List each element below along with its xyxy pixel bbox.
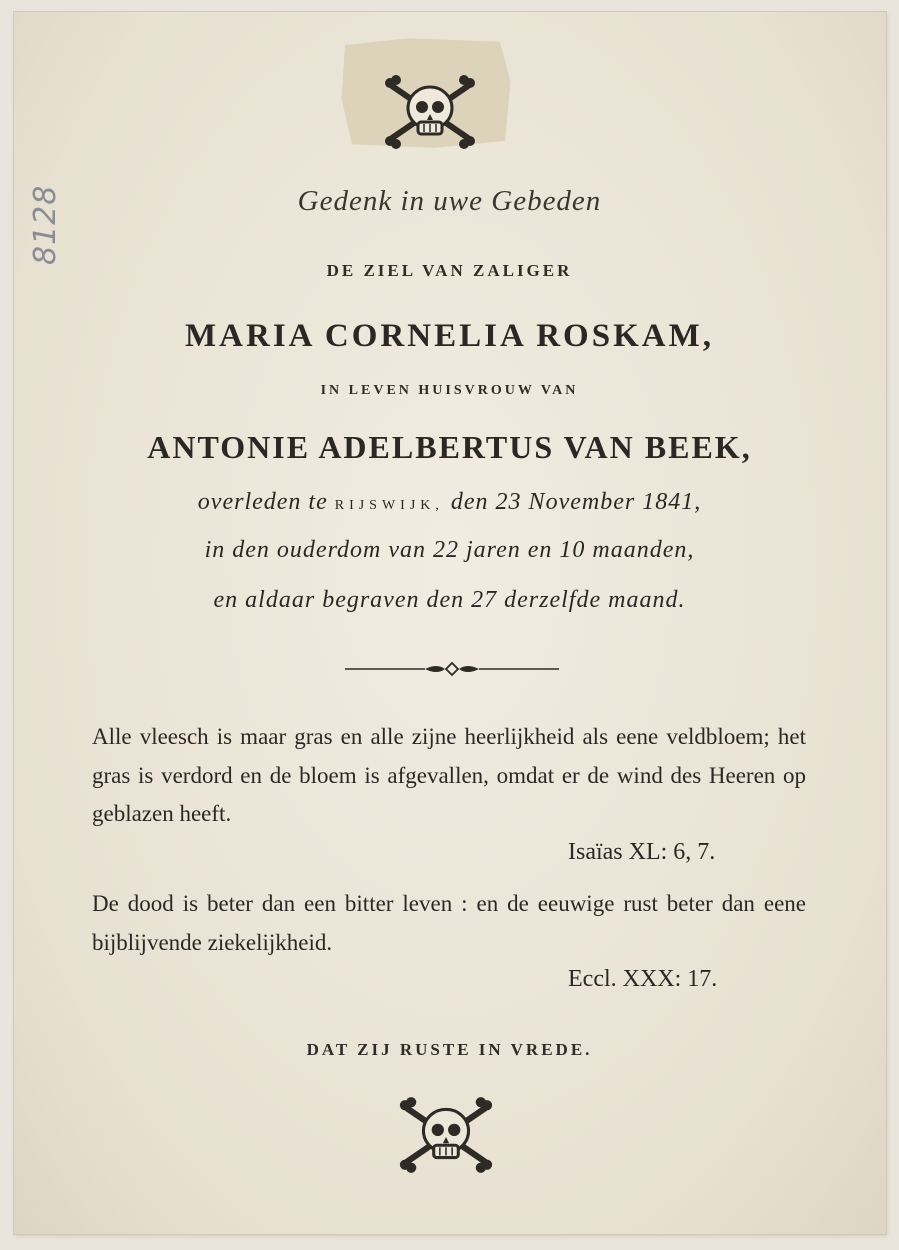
soul-line: DE ZIEL VAN ZALIGER bbox=[326, 261, 573, 280]
spouse-name: ANTONIE ADELBERTUS VAN BEEK, bbox=[147, 429, 752, 465]
verse-2: De dood is beter dan een bitter leven : en de eeuwige rust beter dan eene bijblijvende ziekelijkheid. bbox=[92, 891, 806, 955]
ornament-divider bbox=[345, 660, 559, 678]
relation-line: IN LEVEN HUISVROUW VAN bbox=[320, 383, 579, 398]
deceased-name: MARIA CORNELIA ROSKAM, bbox=[185, 318, 714, 354]
handwritten-note: 8128 bbox=[28, 184, 63, 265]
closing-line: DAT ZIJ RUSTE IN VREDE. bbox=[306, 1040, 593, 1059]
death-line bbox=[0, 489, 899, 516]
heading-italic: Gedenk in uwe Gebeden bbox=[297, 185, 602, 217]
verse-2-reference: Eccl. XXX: 17. bbox=[568, 966, 718, 992]
skull-crossbones-icon bbox=[392, 1094, 500, 1176]
death-date: den 23 November 1841, bbox=[450, 489, 702, 515]
death-prefix: overleden te bbox=[197, 489, 328, 515]
verse-1: Alle vleesch is maar gras en alle zijne heerlijkheid als eene veldbloem; het gras is verdord en de bloem is afgevallen, omdat er de wind des Heeren op geblazen heeft. bbox=[92, 724, 806, 826]
skull-crossbones-icon bbox=[378, 72, 482, 152]
death-place: RIJSWIJK, bbox=[334, 498, 444, 513]
age-line: in den ouderdom van 22 jaren en 10 maanden, bbox=[204, 537, 695, 563]
burial-line: en aldaar begraven den 27 derzelfde maand. bbox=[213, 587, 686, 613]
verse-1-reference: Isaïas XL: 6, 7. bbox=[568, 839, 716, 865]
